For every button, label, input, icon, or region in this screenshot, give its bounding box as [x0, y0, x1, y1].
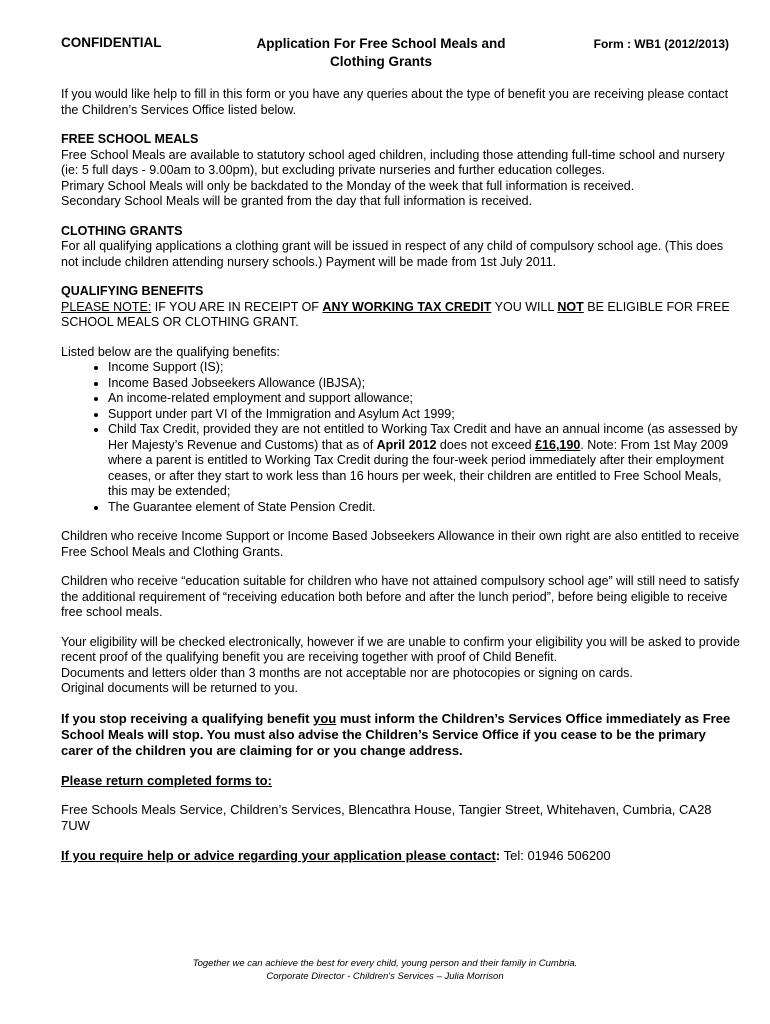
- intro-paragraph: If you would like help to fill in this form or you have any queries about the type of benefit you are receiving please contact the Children’s Services Office listed below.: [61, 87, 729, 117]
- benefits-list: [61, 360, 741, 515]
- please-note-label: PLEASE NOTE:: [61, 299, 152, 314]
- please-note-not: NOT: [557, 299, 584, 314]
- title-line-1: Application For Free School Meals and: [256, 36, 506, 51]
- document-page: [61, 33, 741, 864]
- please-note-text-a: IF YOU ARE IN RECEIPT OF: [151, 299, 323, 314]
- contact-colon: :: [495, 848, 501, 863]
- benefits-list-intro: Listed below are the qualifying benefits:: [61, 344, 280, 359]
- free-school-meals-p2: Primary School Meals will only be backdated to the Monday of the week that full information is received.: [61, 178, 635, 193]
- clothing-grants-p1: For all qualifying applications a clothing grant will be issued in respect of any child of compulsory school age. (This does not include children attending nursery schools.) Payment will be made from 1st July 2011.: [61, 239, 724, 269]
- ctc-amount: £16,190: [535, 437, 581, 452]
- eligibility-p2: Documents and letters older than 3 months are not acceptable nor are photocopies or signing on cards.: [61, 665, 633, 680]
- free-school-meals-p3: Secondary School Meals will be granted from the day that full information is received.: [61, 194, 533, 208]
- list-item: • Support under part VI of the Immigration and Asylum Act 1999;: [108, 407, 741, 423]
- stop-notice-a: If you stop receiving a qualifying benefit: [61, 710, 314, 726]
- please-note-wtc: ANY WORKING TAX CREDIT: [322, 299, 492, 314]
- eligibility-p1: Your eligibility will be checked electronically, however if we are unable to confirm your eligibility you will be asked to provide recent proof of the qualifying benefit you are receiving together with proof of Child Benefit.: [61, 634, 740, 664]
- document-footer: [0, 957, 770, 983]
- stop-notice: [61, 711, 741, 759]
- ctc-text-c: does not exceed: [436, 437, 536, 452]
- contact-label: If you require help or advice regarding your application please contact: [61, 848, 496, 863]
- stop-notice-c: must inform the Children’s Services Office immediately as Free School Meals will stop. You must also advise the Children’s Service Office if you cease to be the primary carer of the children you are claiming for or you change address.: [61, 710, 731, 758]
- list-item: • An income-related employment and support allowance;: [108, 391, 741, 407]
- please-note-text-c: YOU WILL: [491, 299, 558, 314]
- list-item-child-tax-credit: [108, 422, 741, 500]
- eligibility-p3: Original documents will be returned to you.: [61, 681, 298, 695]
- please-note: [61, 300, 741, 331]
- document-header: [61, 33, 741, 73]
- confidential-label: CONFIDENTIAL: [61, 35, 162, 50]
- footer-line-1: Together we can achieve the best for every child, young person and their family in Cumbria.: [192, 958, 578, 969]
- return-heading: Please return completed forms to:: [61, 772, 272, 788]
- form-reference: Form : WB1 (2012/2013): [593, 37, 729, 51]
- education-paragraph: Children who receive “education suitable for children who have not attained compulsory school age” will still need to satisfy the additional requirement of “receiving education both before and after the lunch period”, before being eligible to receive free school meals.: [61, 574, 740, 619]
- list-item: • The Guarantee element of State Pension Credit.: [108, 500, 741, 516]
- list-item: • Income Support (IS);: [108, 360, 741, 376]
- free-school-meals-section: [61, 132, 741, 210]
- clothing-grants-heading: CLOTHING GRANTS: [61, 223, 183, 238]
- return-address: Free Schools Meals Service, Children’s Services, Blencathra House, Tangier Street, Whitehaven, Cumbria, CA28 7UW: [61, 802, 712, 833]
- free-school-meals-p1: Free School Meals are available to statutory school aged children, including those attending full-time school and nursery (ie: 5 full days - 9.00am to 3.00pm), but excluding private nurseries and further education colleges.: [61, 147, 725, 177]
- stop-notice-you: you: [313, 710, 337, 726]
- qualifying-benefits-section: [61, 284, 741, 515]
- eligibility-section: [61, 635, 741, 697]
- contact-line: [61, 848, 741, 864]
- ctc-date: April 2012: [376, 437, 437, 452]
- own-right-paragraph: Children who receive Income Support or Income Based Jobseekers Allowance in their own right are also entitled to receive Free School Meals and Clothing Grants.: [61, 529, 740, 559]
- free-school-meals-heading: FREE SCHOOL MEALS: [61, 132, 199, 146]
- title-line-2: Clothing Grants: [330, 54, 432, 69]
- contact-tel: Tel: 01946 506200: [500, 848, 611, 863]
- ctc-text-e: . Note: From 1st May 2009 where a parent is entitled to Working Tax Credit during the four-week period immediately after their employment ceases, or after they start to work less than 16 hours per week, their children are entitled to Free School Meals, this may be extended;: [108, 437, 729, 498]
- clothing-grants-section: [61, 224, 741, 271]
- qualifying-benefits-heading: QUALIFYING BENEFITS: [61, 284, 204, 298]
- list-item: • Income Based Jobseekers Allowance (IBJSA);: [108, 376, 741, 392]
- document-title: [231, 35, 531, 71]
- footer-line-2: Corporate Director - Children's Services – Julia Morrison: [266, 971, 504, 982]
- please-note-text-e: BE ELIGIBLE FOR FREE SCHOOL MEALS OR CLOTHING GRANT.: [61, 299, 730, 329]
- ctc-text-a: Child Tax Credit, provided they are not entitled to Working Tax Credit and have an annual income (as assessed by Her Majesty’s Revenue and Customs) that as of: [108, 422, 738, 452]
